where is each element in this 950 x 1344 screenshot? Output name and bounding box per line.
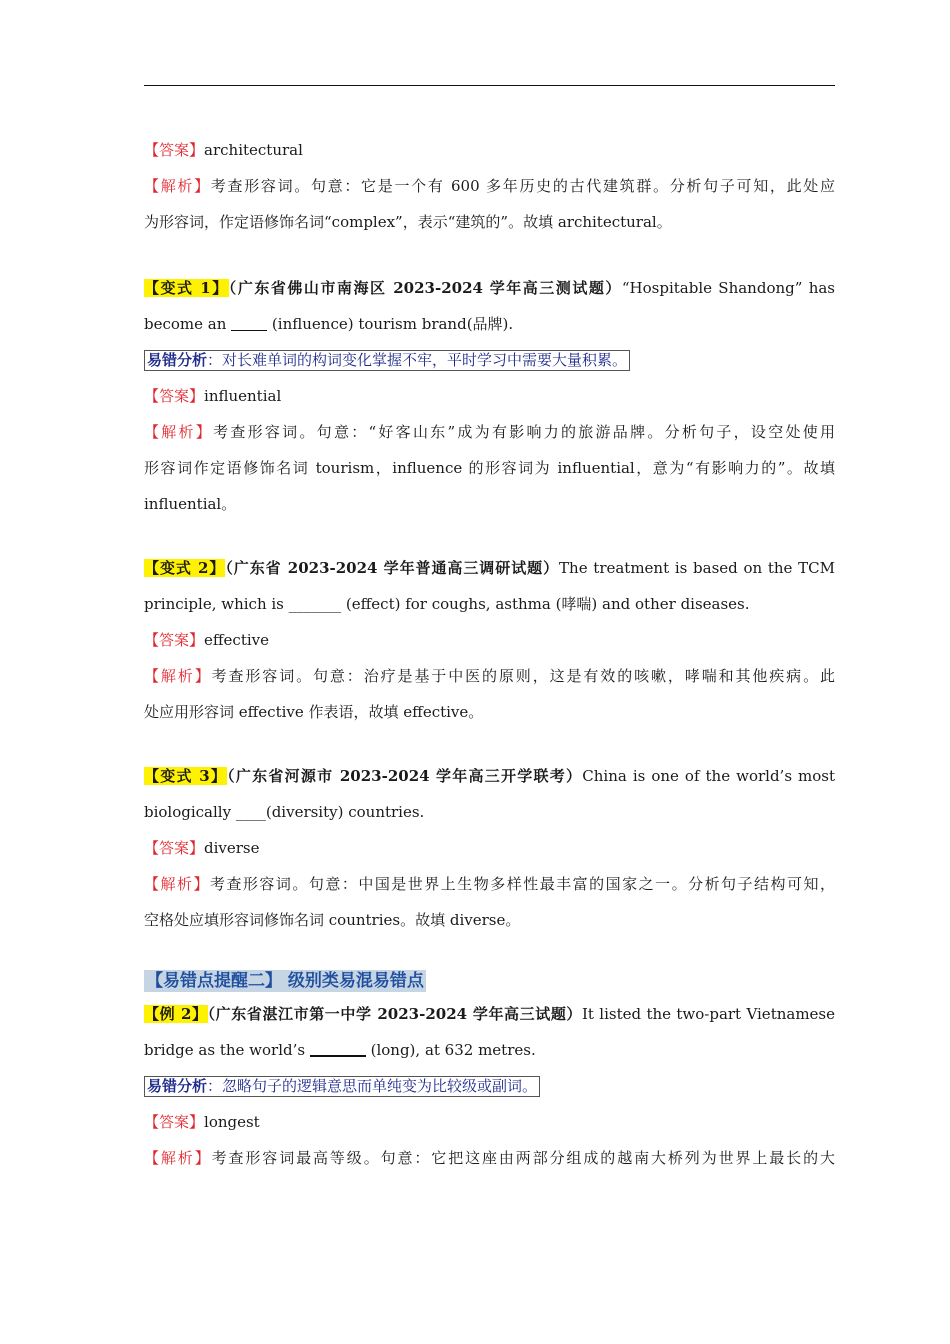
analysis-line: 空格处应填形容词修饰名词 countries。故填 diverse。 [144, 911, 521, 929]
variant-tag: 【变式 3】 [144, 767, 228, 785]
question-source: （广东省 2023-2024 学年普通高三调研试题） [225, 559, 560, 577]
answer-line: 【答案】effective [144, 631, 270, 649]
example-tag: 【例 2】 [144, 1005, 208, 1023]
variant-tag: 【变式 1】 [144, 279, 229, 297]
analysis-line: 【解析】考查形容词。句意：治疗是基于中医的原则，这是有效的咳嗽，哮喘和其他疾病。此 [144, 667, 835, 685]
error-analysis-box: 易错分析：忽略句子的逻辑意思而单纯变为比较级或副词。 [144, 1076, 540, 1097]
analysis-line: 【解析】考查形容词最高等级。句意：它把这座由两部分组成的越南大桥列为世界上最长的大 [144, 1149, 835, 1167]
question-line: bridge as the world’s (long), at 632 metres. [144, 1041, 536, 1059]
answer-line: 【答案】architectural [144, 141, 303, 159]
question-source: （广东省佛山市南海区 2023-2024 学年高三测试题） [228, 279, 622, 297]
question-source: （广东省河源市 2023-2024 学年高三开学联考） [227, 767, 583, 785]
analysis-line: 处应用形容词 effective 作表语，故填 effective。 [144, 703, 484, 721]
question-source: （广东省湛江市第一中学 2023-2024 学年高三试题） [207, 1005, 582, 1023]
error-analysis-box-wrap [144, 342, 835, 378]
variant-tag: 【变式 2】 [144, 559, 226, 577]
question-line: become an (influence) tourism brand(品牌). [144, 315, 514, 333]
question-line: principle, which is _______ (effect) for coughs, asthma (哮喘) and other diseases. [144, 595, 750, 613]
answer-line: 【答案】diverse [144, 839, 260, 857]
question-line: 【变式 3】（广东省河源市 2023-2024 学年高三开学联考）China is one of the world’s most [144, 767, 836, 785]
error-analysis-box: 易错分析：对长难单词的构词变化掌握不牢，平时学习中需要大量积累。 [144, 350, 630, 371]
answer-blank [231, 315, 267, 331]
question-line: 【变式 1】（广东省佛山市南海区 2023-2024 学年高三测试题）“Hospitable Shandong” has [144, 279, 835, 297]
content [144, 132, 835, 1176]
answer-line: 【答案】longest [144, 1113, 260, 1131]
error-analysis-box-wrap [144, 1068, 835, 1104]
answer-line: 【答案】influential [144, 387, 282, 405]
question-line: biologically ____(diversity) countries. [144, 803, 425, 821]
question-line: 【变式 2】（广东省 2023-2024 学年普通高三调研试题）The treatment is based on the TCM [144, 559, 835, 577]
question-line: 【例 2】（广东省湛江市第一中学 2023-2024 学年高三试题）It listed the two-part Vietnamese [144, 1005, 835, 1023]
answer-blank [310, 1040, 366, 1057]
analysis-line: 【解析】考查形容词。句意：“好客山东”成为有影响力的旅游品牌。分析句子，设空处使用 [144, 423, 835, 441]
analysis-line: 【解析】考查形容词。句意：它是一个有 600 多年历史的古代建筑群。分析句子可知，此处应 [144, 177, 835, 195]
analysis-line: influential。 [144, 495, 237, 513]
analysis-line: 形容词作定语修饰名词 tourism，influence 的形容词为 influential，意为“有影响力的”。故填 [144, 459, 835, 477]
section-heading: 【易错点提醒二】 级别类易混易错点 [146, 971, 424, 991]
analysis-line: 为形容词，作定语修饰名词“complex”，表示“建筑的”。故填 architectural。 [144, 213, 672, 231]
section-heading-wrap [144, 966, 835, 996]
analysis-line: 【解析】考查形容词。句意：中国是世界上生物多样性最丰富的国家之一。分析句子结构可知， [144, 875, 835, 893]
header-rule [144, 85, 835, 86]
